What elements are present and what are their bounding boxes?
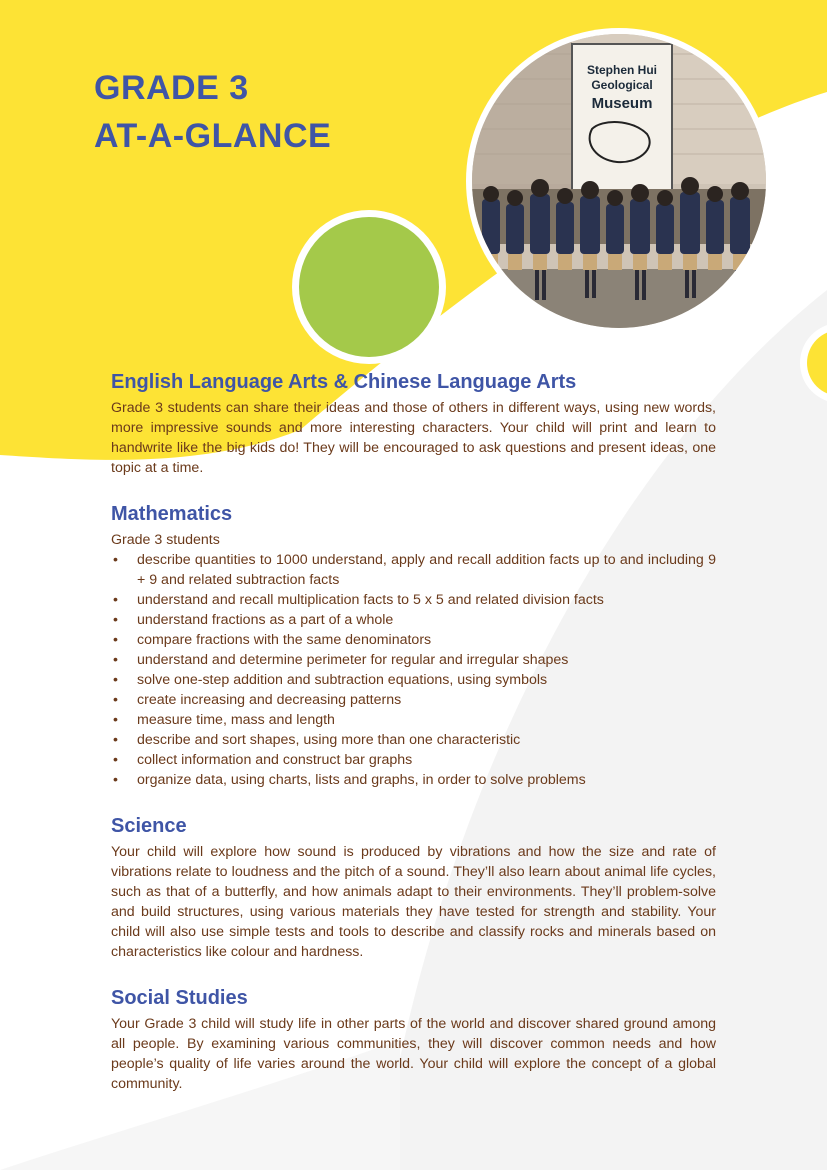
title-line-2: AT-A-GLANCE — [94, 117, 332, 155]
sign-line-3: Museum — [591, 95, 653, 112]
list-item: • organize data, using charts, lists and graphs, in order to solve problems — [111, 770, 716, 790]
section-body-social-studies: Your Grade 3 child will study life in other parts of the world and discover shared ground among all people. By examining various communities, they will discover common needs and how people’s quality of life varies around the world. Your child will explore the concept of a global community. — [111, 1016, 716, 1092]
page-title — [94, 64, 331, 160]
list-item: • measure time, mass and length — [111, 710, 716, 730]
section-language-arts — [111, 366, 716, 478]
main-content — [111, 366, 716, 1114]
section-heading-social-studies: Social Studies — [111, 987, 248, 1009]
list-item: • compare fractions with the same denominators — [111, 630, 716, 650]
green-decorative-circle — [292, 210, 446, 364]
section-heading-science: Science — [111, 815, 187, 837]
class-photo — [466, 28, 772, 334]
list-item: • understand and determine perimeter for regular and irregular shapes — [111, 650, 716, 670]
museum-photo-illustration — [472, 34, 766, 328]
section-heading-language-arts: English Language Arts & Chinese Language Arts — [111, 371, 577, 393]
list-item: • solve one-step addition and subtraction equations, using symbols — [111, 670, 716, 690]
list-item: • describe and sort shapes, using more than one characteristic — [111, 730, 716, 750]
section-heading-mathematics: Mathematics — [111, 503, 233, 525]
section-mathematics — [111, 498, 716, 790]
list-item: • collect information and construct bar graphs — [111, 750, 716, 770]
list-item: • understand and recall multiplication facts to 5 x 5 and related division facts — [111, 590, 716, 610]
sign-line-1: Stephen Hui — [586, 63, 658, 77]
math-outcomes-list — [111, 550, 716, 790]
list-item: • understand fractions as a part of a whole — [111, 610, 716, 630]
math-lead: Grade 3 students — [111, 532, 220, 548]
sign-line-2: Geological — [591, 78, 653, 92]
title-line-1: GRADE 3 — [94, 69, 249, 107]
section-science — [111, 810, 716, 962]
section-body-language-arts: Grade 3 students can share their ideas and those of others in different ways, using new words, more impressive sounds and more interesting characters. Your child will print and learn to handwrite like the big kids do! They will be encouraged to ask questions and present ideas, one topic at a time. — [111, 400, 716, 476]
section-social-studies — [111, 982, 716, 1094]
list-item: • describe quantities to 1000 understand, apply and recall addition facts up to and including 9 + 9 and related subtraction facts — [111, 550, 716, 590]
class-photo-frame — [472, 34, 766, 328]
section-body-science: Your child will explore how sound is produced by vibrations and how the size and rate of vibrations relate to loudness and the pitch of a sound. They’ll also learn about animal life cycles, such as that of a butterfly, and how animals adapt to their environments. They’ll problem-solve and build structures, using various materials they have tested for strength and stability. Your child will also use simple tests and tools to describe and classify rocks and minerals based on characteristics like colour and hardness. — [111, 844, 716, 960]
list-item: • create increasing and decreasing patterns — [111, 690, 716, 710]
